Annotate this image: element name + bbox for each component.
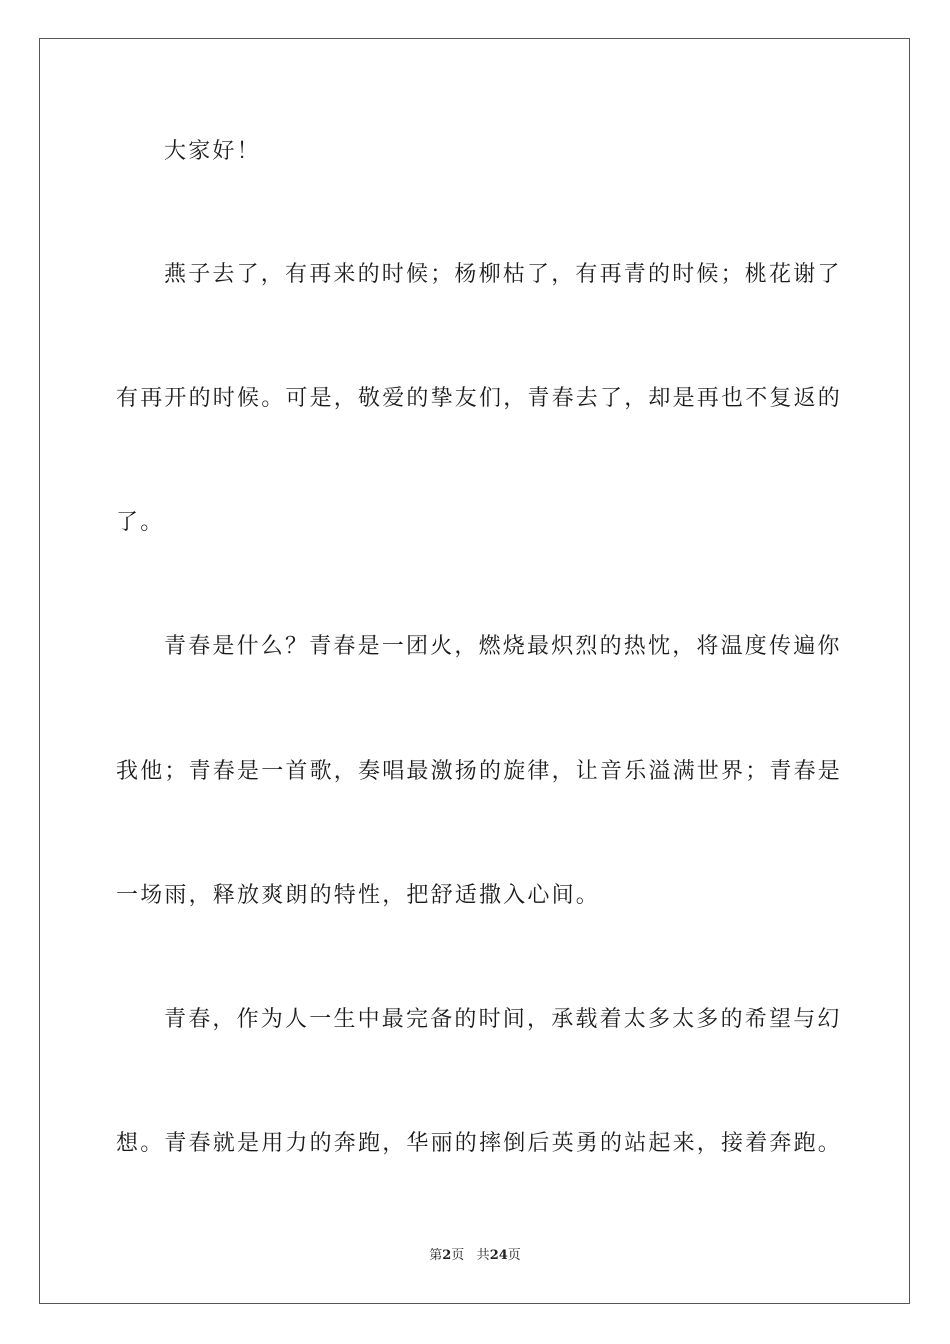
footer-total-suffix: 页 [507,1248,521,1263]
paragraph-2-line-2: 我他；青春是一首歌，奏唱最激扬的旋律，让音乐溢满世界；青春是 [116,759,843,784]
page-border [39,38,910,1304]
footer-total-prefix: 共 [476,1248,490,1263]
paragraph-2-line-3: 一场雨，释放爽朗的特性，把舒适撒入心间。 [116,883,601,908]
footer-total-pages: 24 [489,1248,508,1263]
footer-page-suffix: 页 [451,1248,465,1263]
greeting-line: 大家好！ [164,139,261,164]
paragraph-2-line-1: 青春是什么？青春是一团火，燃烧最炽烈的热忱，将温度传遍你 [164,634,842,659]
paragraph-1-line-2: 有再开的时候。可是，敬爱的挚友们，青春去了，却是再也不复返的 [116,386,843,411]
paragraph-3-line-1: 青春，作为人一生中最完备的时间，承载着太多太多的希望与幻 [164,1007,842,1032]
footer-page-prefix: 第 [429,1248,443,1263]
page-footer [0,1247,950,1265]
paragraph-1-line-1: 燕子去了，有再来的时候；杨柳枯了，有再青的时候；桃花谢了 [164,262,842,287]
paragraph-1-line-3: 了。 [116,510,165,535]
paragraph-3-line-2: 想。青春就是用力的奔跑，华丽的摔倒后英勇的站起来，接着奔跑。 [116,1131,843,1156]
footer-page-number: 2 [442,1248,452,1263]
